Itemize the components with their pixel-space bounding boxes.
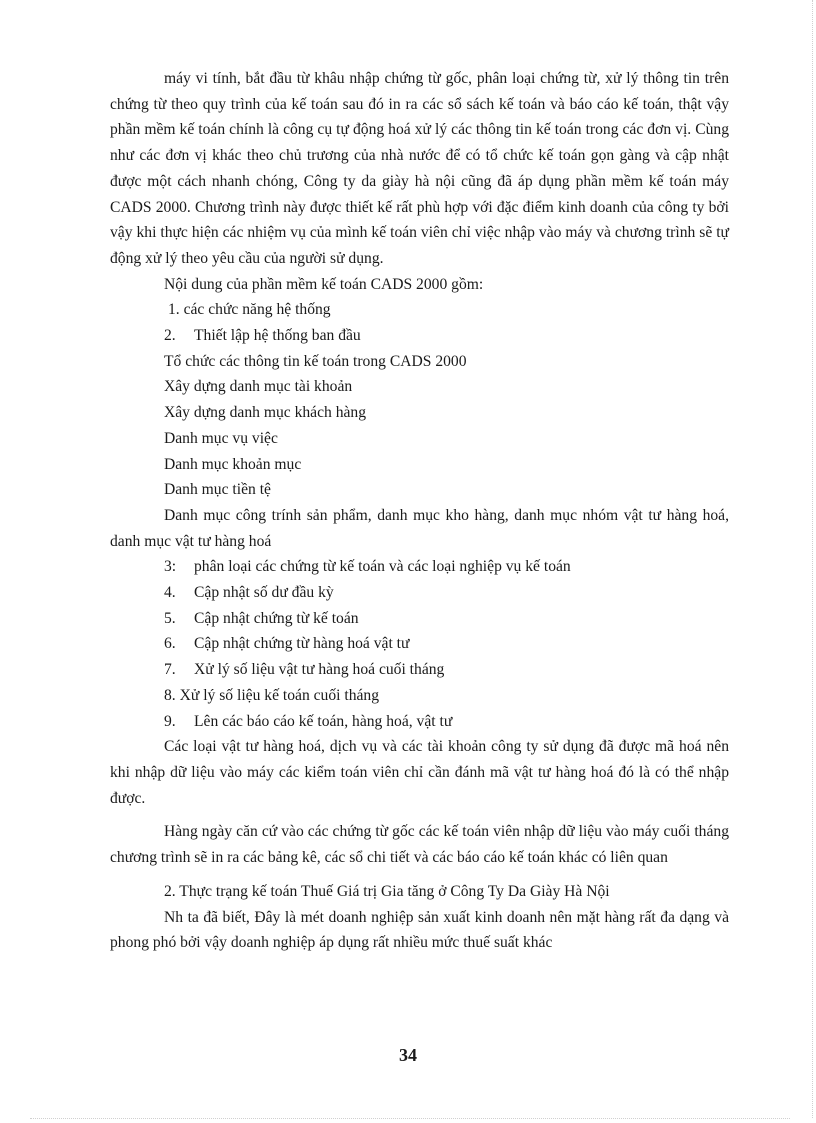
section-heading: 2. Thực trạng kế toán Thuế Giá trị Gia tăng ở Công Ty Da Giày Hà Nội	[164, 882, 610, 900]
list-item-text: Lên các báo cáo kế toán, hàng hoá, vật tư	[194, 712, 453, 730]
list-item-6	[110, 631, 729, 657]
list-item-8: 8. Xử lý số liệu kế toán cuối tháng	[164, 686, 380, 704]
list-item-4	[110, 580, 729, 606]
list-item-number: 6.	[164, 635, 176, 653]
paragraph-daily-entry: Hàng ngày căn cứ vào các chứng từ gốc các kế toán viên nhập dữ liệu vào máy cuối tháng chương trình sẽ in ra các bảng kê, các sổ chi tiết và các báo cáo kế toán khác có liên quan	[110, 823, 729, 867]
paragraph-software-intro: máy vi tính, bắt đầu từ khâu nhập chứng từ gốc, phân loại chứng từ, xử lý thông tin trên chứng từ theo quy trình của kế toán sau đó in ra các sổ sách kế toán và báo cáo kế toán, thật vậy phần mềm kế toán chính là công cụ tự động hoá xử lý các thông tin kế toán trong các đơn vị. Cùng như các đơn vị khác theo chủ trương của nhà nước để có tổ chức kế toán gọn gàng và cập nhật được một cách nhanh chóng, Công ty da giày hà nội cũng đã áp dụng phần mềm kế toán máy CADS 2000. Chương trình này được thiết kế rất phù hợp với đặc điểm kinh doanh của công ty bởi vậy khi thực hiện các nhiệm vụ của mình kế toán viên chỉ việc nhập vào máy và chương trình sẽ tự động xử lý theo yêu cầu của người sử dụng.	[110, 70, 729, 267]
list-item-number: 3:	[164, 558, 177, 576]
page-body	[110, 66, 729, 956]
paragraph-vat-status: Nh ta đã biết, Đây là mét doanh nghiệp sản xuất kinh doanh nên mặt hàng rất đa dạng và phong phó bởi vậy doanh nghiệp áp dụng rất nhiều mức thuế suất khác	[110, 908, 729, 952]
paragraph-coding: Các loại vật tư hàng hoá, dịch vụ và các tài khoản công ty sử dụng đã được mã hoá nên khi nhập dữ liệu vào máy các kiểm toán viên chỉ cần đánh mã vật tư hàng hoá đó là có thể nhập được.	[110, 738, 729, 807]
sub-item: Danh mục tiền tệ	[164, 481, 271, 499]
list-item-text: phân loại các chứng từ kế toán và các loại nghiệp vụ kế toán	[194, 558, 571, 576]
list-intro: Nội dung của phần mềm kế toán CADS 2000 gồm:	[164, 275, 484, 293]
sub-item: Danh mục khoản mục	[164, 455, 302, 473]
list-item-5	[110, 606, 729, 632]
page-right-border	[812, 0, 813, 1118]
list-item-3	[110, 554, 729, 580]
list-item-9	[110, 709, 729, 735]
list-item-number: 2.	[164, 327, 176, 345]
sub-item: Tổ chức các thông tin kế toán trong CADS 2000	[164, 352, 467, 370]
list-item-text: Cập nhật số dư đầu kỳ	[194, 584, 334, 602]
page-bottom-border	[30, 1118, 790, 1119]
list-item-number: 5.	[164, 609, 176, 627]
list-item-text: Cập nhật chứng từ kế toán	[194, 609, 359, 627]
list-item-text: Cập nhật chứng từ hàng hoá vật tư	[194, 635, 410, 653]
sub-item-long: Danh mục công trính sản phẩm, danh mục kho hàng, danh mục nhóm vật tư hàng hoá, danh mục vật tư hàng hoá	[110, 506, 729, 550]
sub-item: Xây dựng danh mục khách hàng	[164, 404, 367, 422]
list-item-7	[110, 657, 729, 683]
list-item-text: Xử lý số liệu vật tư hàng hoá cuối tháng	[194, 661, 445, 679]
sub-item: Danh mục vụ việc	[164, 429, 278, 447]
list-item-1: 1. các chức năng hệ thống	[168, 301, 331, 319]
sub-item: Xây dựng danh mục tài khoản	[164, 378, 353, 396]
list-item-number: 7.	[164, 661, 176, 679]
page-number: 34	[399, 1045, 417, 1065]
list-item-number: 4.	[164, 584, 176, 602]
list-item-text: Thiết lập hệ thống ban đầu	[194, 327, 361, 345]
list-item-2	[110, 323, 729, 349]
list-item-number: 9.	[164, 712, 176, 730]
